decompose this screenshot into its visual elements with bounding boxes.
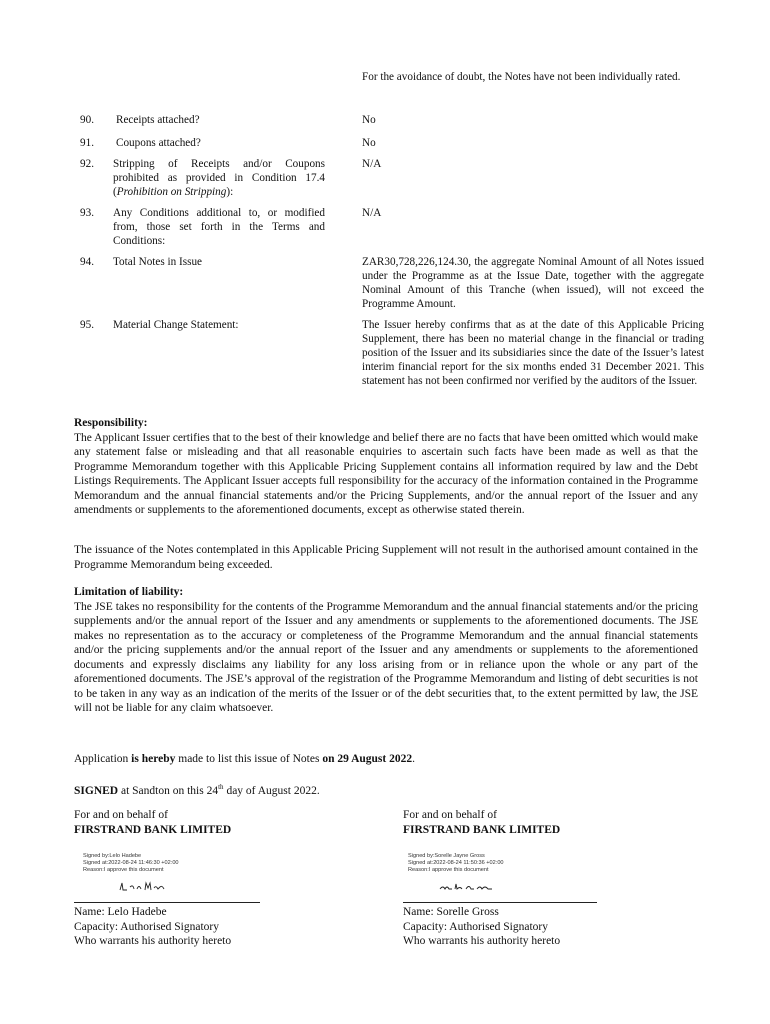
issuance-statement: The issuance of the Notes contemplated in this Applicable Pricing Supplement will not result in the authorised amount contained in the Programme Memorandum being exceeded.	[74, 544, 698, 571]
signatory-capacity: Capacity: Authorised Signatory	[403, 920, 549, 933]
digital-signature-stamp	[83, 853, 283, 874]
signed-at: Signed at:2022-08-24 11:50:36 +02:00	[408, 860, 504, 866]
signatory-warrant: Who warrants his authority hereto	[74, 935, 232, 947]
signed-by: Signed by:Sorelle Jayne Gross	[408, 853, 485, 859]
behalf-label: For and on behalf of	[74, 809, 168, 821]
item-number: 92.	[80, 158, 94, 170]
item-label: Coupons attached?	[116, 137, 201, 149]
application-text: Application	[74, 753, 132, 765]
handwritten-signature	[438, 880, 494, 894]
signatory-warrant: Who warrants his authority hereto	[403, 935, 561, 947]
item-value: No	[362, 114, 376, 126]
item-label-part: ):	[226, 186, 234, 198]
responsibility-heading: Responsibility:	[74, 417, 148, 429]
item-label: Any Conditions additional to, or modified from, those set forth in the Terms and Conditions:	[113, 207, 325, 247]
item-number: 90.	[80, 114, 94, 126]
item-value: N/A	[362, 158, 382, 170]
company-name: FIRSTRAND BANK LIMITED	[74, 823, 232, 836]
handwritten-signature	[118, 880, 168, 894]
item-number: 93.	[80, 207, 94, 219]
signed-bold: SIGNED	[74, 784, 119, 797]
signatory-details-left	[74, 905, 354, 949]
signed-reason: Reason:I approve this document	[83, 867, 164, 873]
item-number: 95.	[80, 319, 94, 331]
item-label-italic: Prohibition on Stripping	[116, 186, 227, 198]
item-value: The Issuer hereby confirms that as at the date of this Applicable Pricing Supplement, there has been no material change in the financial or trading position of the Issuer and its subsidiaries since the date of the Issuer’s latest interim financial report for the six months ended 31 December 2021. This statement has not been confirmed nor verified by the auditors of the Issuer.	[362, 319, 704, 387]
limitation-heading: Limitation of liability:	[74, 586, 184, 598]
item-label: Receipts attached?	[116, 114, 200, 126]
signatory-left	[74, 808, 354, 837]
signed-reason: Reason:I approve this document	[408, 867, 489, 873]
item-label	[113, 157, 325, 199]
company-name: FIRSTRAND BANK LIMITED	[403, 823, 561, 836]
signatory-details-right	[403, 905, 693, 949]
signed-text: day of August 2022.	[223, 784, 320, 797]
signed-statement	[74, 780, 698, 798]
application-bold: is hereby	[131, 753, 176, 765]
signed-at: Signed at:2022-08-24 11:46:30 +02:00	[83, 860, 179, 866]
signatory-capacity: Capacity: Authorised Signatory	[74, 920, 220, 933]
item-value: N/A	[362, 207, 382, 219]
limitation-section	[74, 585, 698, 716]
item-value: No	[362, 137, 376, 149]
responsibility-text: The Applicant Issuer certifies that to the best of their knowledge and belief there are no facts that have been omitted which would make any statement false or misleading and that all reasonable enquiries to ascertain such facts have been made as well as that the Programme Memorandum together with this Applicable Pricing Supplement contains all information required by law and the Debt Listings Requirements. The Applicant Issuer accepts full responsibility for the accuracy of the information contained in the Programme Memorandum and the annual financial statements and/or the Pricing Supplements, and/or the annual report of the Issuer and any amendments or supplements to the aforementioned documents, except as otherwise stated therein.	[74, 431, 698, 516]
signature-line	[74, 902, 260, 903]
item-number: 91.	[80, 137, 94, 149]
signatory-right	[403, 808, 693, 837]
avoidance-note: For the avoidance of doubt, the Notes have not been individually rated.	[362, 71, 681, 83]
application-date: on 29 August 2022	[322, 753, 413, 765]
item-label: Material Change Statement:	[113, 319, 239, 331]
digital-signature-stamp	[408, 853, 608, 874]
responsibility-section	[74, 416, 698, 518]
signatory-name: Name: Sorelle Gross	[403, 906, 499, 918]
application-text: .	[412, 753, 415, 765]
behalf-label: For and on behalf of	[403, 809, 497, 821]
item-value: ZAR30,728,226,124.30, the aggregate Nominal Amount of all Notes issued under the Programme as at the Issue Date, together with the aggregate Nominal Amount of this Tranche (when issued), will not exceed the Programme Amount.	[362, 256, 704, 310]
item-number: 94.	[80, 256, 94, 268]
limitation-text: The JSE takes no responsibility for the contents of the Programme Memorandum and the annual financial statements and/or the pricing supplements and/or the annual report of the Issuer and any amendments or supplements to the aforementioned documents. The JSE makes no representation as to the accuracy or completeness of the Programme Memorandum and the annual financial statements and/or the pricing supplements and/or the annual report of the Issuer and any amendments or supplements to the aforementioned documents and expressly disclaims any liability for any loss arising from or in reliance upon the whole or any part of the aforementioned documents. The JSE’s approval of the registration of the Programme Memorandum and listing of debt securities is not to be taken in any way as an indication of the merits of the Issuer or of the debt securities that, to the extent permitted by law, the JSE will not be liable for any claim whatsoever.	[74, 600, 698, 714]
signed-sup: th	[218, 783, 224, 791]
signed-text: at Sandton on this 24	[118, 784, 219, 797]
item-label-part: Stripping of Receipts and/or Coupons prohibited as provided in Condition 17.4 (	[113, 158, 325, 198]
signed-by: Signed by:Lelo Hadebe	[83, 853, 142, 859]
signatory-name: Name: Lelo Hadebe	[74, 906, 167, 918]
application-statement	[74, 752, 698, 767]
application-text: made to list this issue of Notes	[175, 753, 323, 765]
signature-line	[403, 902, 597, 903]
item-label: Total Notes in Issue	[113, 256, 203, 268]
